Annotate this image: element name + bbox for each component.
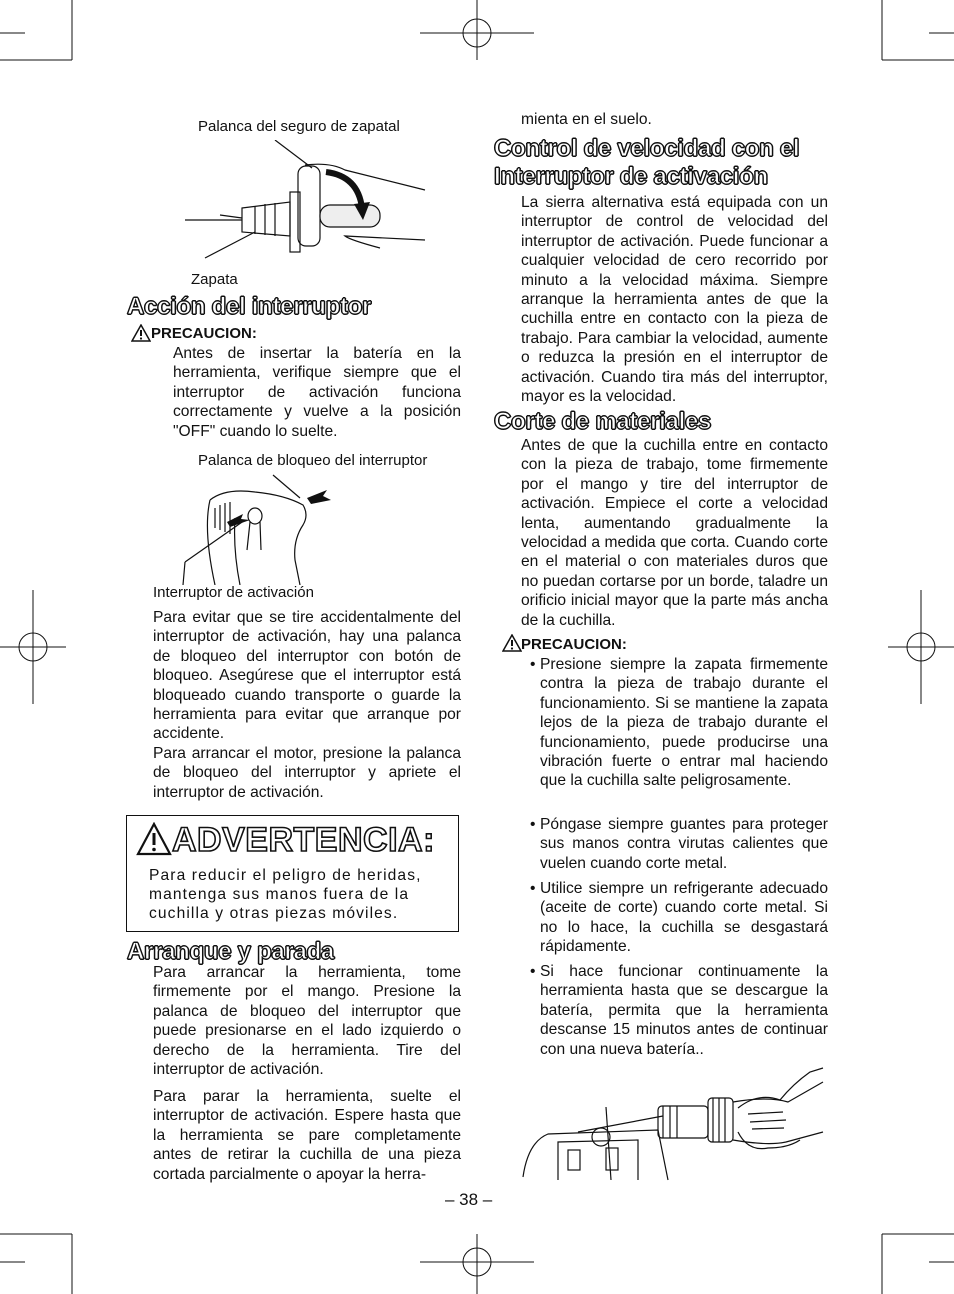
continuation-text: mienta en el suelo. — [521, 111, 652, 128]
fig1-label-bottom: Zapata — [191, 271, 238, 288]
warning-triangle-large-icon — [136, 822, 172, 856]
caution-bullet-1: • Presione siempre la zapata firmemente contra la pieza de trabajo durante el funcionamiento. Si se mantiene la zapata lejos de la pieza de trabajo durante el funcionamiento, puede producirse una vibración fuerte o entrar mal haciendo que la cuchilla salte peligrosamente. — [530, 656, 828, 790]
cutting-text: Antes de que la cuchilla entre en contacto con la pieza de trabajo, tome firmemente por el mango y tire del interruptor de activación. Empiece el corte a velocidad lenta, aumentando gradualmente la velocidad a medida que corta. Cuando corte en el material o con materiales duros que no puedan cortarse por un borde, taladre un orificio inicial mayor que la parte más ancha de la cuchilla. — [521, 437, 828, 629]
warning-triangle-icon — [502, 634, 522, 652]
lock-lever-illustration — [175, 470, 345, 585]
fig2-label-top: Palanca de bloqueo del interruptor — [198, 452, 428, 469]
section-title-speed-line2: Interruptor de activación — [494, 163, 768, 190]
lock-lever-paragraph: Para evitar que se tire accidentalmente del interruptor de activación, hay una palanca de bloqueo del interruptor con botón de bloqueo. Asegúrese que el interruptor está bloqueado cuando transporte o guarde la herramienta para evitar que arranque por accidente. — [153, 609, 461, 743]
fig1-label-top: Palanca del seguro de zapatal — [198, 118, 400, 135]
speed-control-text: La sierra alternativa está equipada con un interruptor de control de velocidad del interruptor de activación. Puede funcionar a cualquier velocidad de cero recorrido por minuto a la velocidad máxima. Siempre arranque la herramienta antes de que la cuchilla entre en contacto con la pieza de trabajo. Para cambiar la velocidad, aumente o reduzca la presión en el interruptor de activación. Cuando tira más del interruptor, mayor es la velocidad. — [521, 194, 828, 406]
caution-label: PRECAUCION: — [151, 325, 257, 342]
bullet-text: Si hace funcionar continuamente la herramienta hasta que se descargue la batería, permita que la herramienta descanse 15 minutos antes de continuar con una nueva batería.. — [540, 963, 828, 1058]
start-motor-paragraph: Para arrancar el motor, presione la palanca de bloqueo del interruptor y apriete el interruptor de activación. — [153, 745, 461, 801]
warning-title: ADVERTENCIA: — [172, 821, 435, 859]
bullet-text: Utilice siempre un refrigerante adecuado (aceite de corte) cuando corte metal. Si no lo hace, la cuchilla se desgastará rápidamente. — [540, 880, 828, 956]
warning-text: Para reducir el peligro de heridas, mantenga sus manos fuera de la cuchilla y otras piezas móviles. — [149, 867, 422, 922]
bullet-text: Presione siempre la zapata firmemente contra la pieza de trabajo durante el funcionamiento. Si se mantiene la zapata lejos de la pieza de trabajo durante el funcionamiento, puede producirse una vibración fuerte o entrar mal haciendo que la cuchilla salte peligrosamente. — [540, 656, 828, 790]
caution-bullet-3: • Utilice siempre un refrigerante adecuado (aceite de corte) cuando corte metal. Si no lo hace, la cuchilla se desgastará rápidamente. — [530, 880, 828, 956]
stop-paragraph: Para parar la herramienta, suelte el interruptor de activación. Espere hasta que la herramienta se pare completamente antes de retirar la cuchilla de una pieza cortada parcialmente o apoyar la herra- — [153, 1088, 461, 1183]
bullet-text: Póngase siempre guantes para proteger sus manos contra virutas calientes que vuelen cuando corte metal. — [540, 816, 828, 872]
saw-cutting-illustration — [518, 1062, 830, 1182]
section-title-speed-line1: Control de velocidad con el — [494, 135, 800, 162]
caution-label-cutting: PRECAUCION: — [521, 636, 627, 653]
fig2-label-bottom: Interruptor de activación — [153, 584, 314, 601]
caution-text: Antes de insertar la batería en la herramienta, verifique siempre que el interruptor de activación funciona correctamente y vuelve a la posición "OFF" cuando lo suelte. — [173, 345, 461, 440]
page-number: – 38 – — [445, 1190, 493, 1209]
section-title-start-stop: Arranque y parada — [127, 938, 334, 965]
warning-triangle-icon — [131, 324, 151, 342]
caution-bullet-4: • Si hace funcionar continuamente la herramienta hasta que se descargue la batería, permita que la herramienta descanse 15 minutos antes de continuar con una nueva batería.. — [530, 963, 828, 1058]
start-paragraph: Para arrancar la herramienta, tome firmemente por el mango. Presione la palanca de bloqueo del interruptor que puede presionarse en el lado izquierdo o derecho de la herramienta. Tire del interruptor de activación. — [153, 964, 461, 1079]
section-title-cutting: Corte de materiales — [494, 408, 712, 435]
caution-bullet-2: • Póngase siempre guantes para proteger sus manos contra virutas calientes que vuelen cuando corte metal. — [530, 816, 828, 872]
shoe-lever-illustration — [180, 140, 430, 275]
section-title-switch-action: Acción del interruptor — [127, 293, 372, 320]
